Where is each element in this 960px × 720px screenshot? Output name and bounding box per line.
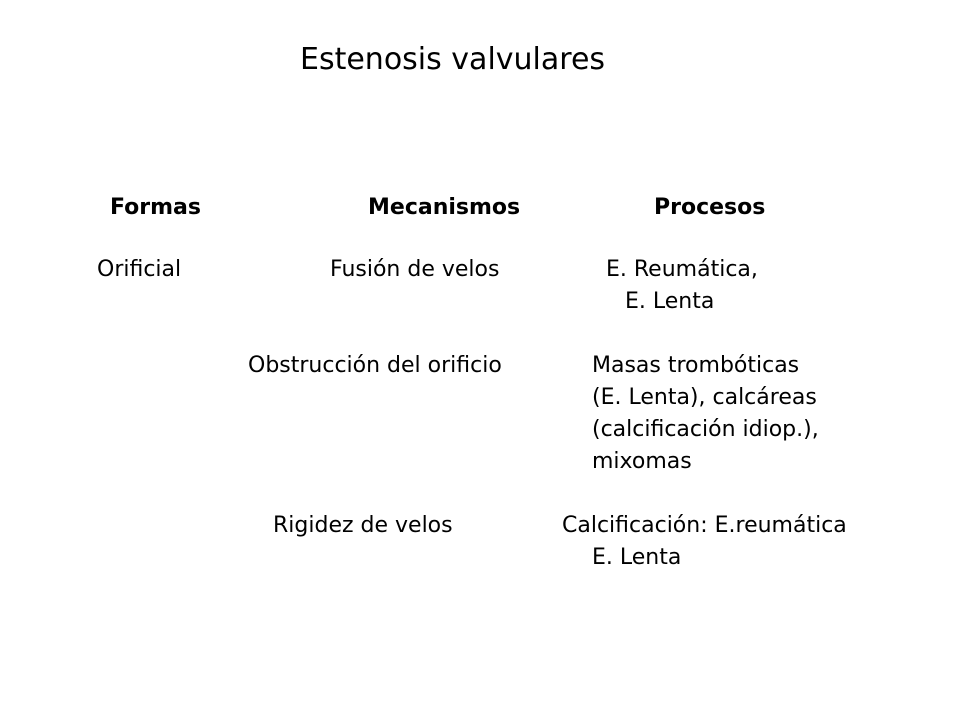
- slide-title: Estenosis valvulares: [300, 42, 606, 77]
- header-formas: Formas: [110, 195, 201, 220]
- forma-orificial: Orificial: [97, 257, 182, 282]
- mecanismo-rigidez: Rigidez de velos: [273, 513, 453, 538]
- proceso-line: Calcificación: E.reumática: [562, 513, 847, 538]
- header-mecanismos: Mecanismos: [368, 195, 521, 220]
- header-procesos: Procesos: [654, 195, 766, 220]
- proceso-line: E. Lenta: [625, 289, 715, 314]
- proceso-line: (E. Lenta), calcáreas: [592, 385, 817, 410]
- proceso-line: E. Lenta: [592, 545, 682, 570]
- mecanismo-fusion: Fusión de velos: [330, 257, 500, 282]
- proceso-line: (calcificación idiop.),: [592, 417, 819, 442]
- proceso-line: E. Reumática,: [606, 257, 758, 282]
- proceso-line: Masas trombóticas: [592, 353, 800, 378]
- proceso-line: mixomas: [592, 449, 692, 474]
- mecanismo-obstruccion: Obstrucción del orificio: [248, 353, 502, 378]
